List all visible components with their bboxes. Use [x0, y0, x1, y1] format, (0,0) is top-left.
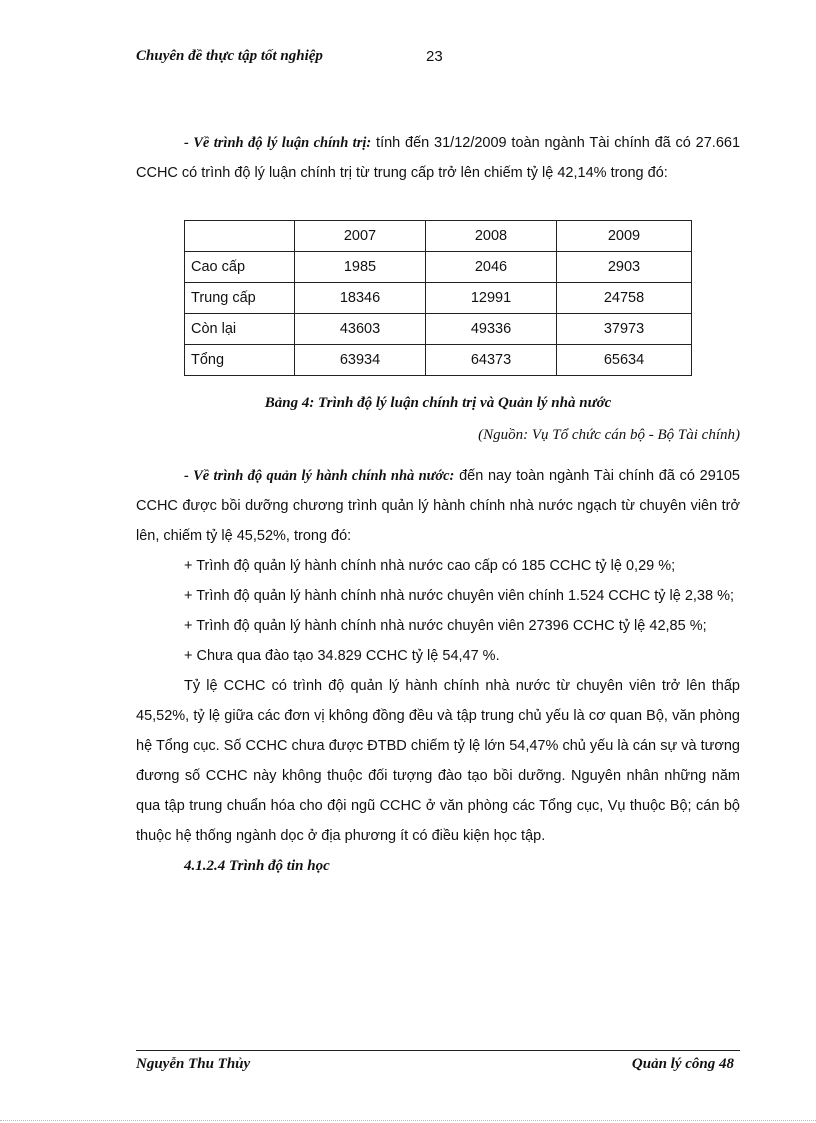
- table-header-cell: [185, 221, 295, 252]
- state-management-lead: - Về trình độ quản lý hành chính nhà nước:: [184, 468, 455, 484]
- list-item: + Chưa qua đào tạo 34.829 CCHC tỷ lệ 54,47 %.: [184, 648, 500, 664]
- page-bottom-border: [0, 1120, 816, 1121]
- political-theory-lead: - Về trình độ lý luận chính trị:: [184, 135, 372, 151]
- page-header: [136, 48, 736, 70]
- table-row: [185, 252, 692, 283]
- footer-divider: [136, 1050, 740, 1051]
- table-cell: Trung cấp: [185, 283, 295, 314]
- political-theory-text: tính đến 31/12/2009 toàn ngành Tài chính đã có 27.661 CCHC có trình độ lý luận chính trị từ trung cấp trở lên chiếm tỷ lệ 42,14% trong đó:: [136, 135, 741, 181]
- footer-course: Quản lý công 48: [631, 1056, 734, 1072]
- table-caption: Bảng 4: Trình độ lý luận chính trị và Quản lý nhà nước: [264, 395, 612, 411]
- list-item: + Trình độ quản lý hành chính nhà nước chuyên viên 27396 CCHC tỷ lệ 42,85 %;: [184, 618, 707, 634]
- table-header-row: [185, 221, 692, 252]
- state-management-paragraph: [136, 461, 740, 551]
- table-cell: 65634: [557, 345, 692, 376]
- table-cell: 63934: [295, 345, 426, 376]
- table-cell: 37973: [557, 314, 692, 345]
- political-theory-table: [184, 220, 692, 376]
- page-footer: [136, 1056, 740, 1078]
- table-cell: 49336: [426, 314, 557, 345]
- list-item: + Trình độ quản lý hành chính nhà nước cao cấp có 185 CCHC tỷ lệ 0,29 %;: [184, 558, 676, 574]
- table-row: [185, 345, 692, 376]
- political-theory-paragraph: [136, 128, 740, 188]
- section-state-management: [136, 461, 740, 881]
- table-source: (Nguồn: Vụ Tổ chức cán bộ - Bộ Tài chính): [478, 427, 740, 443]
- table-row: [185, 283, 692, 314]
- table-header-cell: 2008: [426, 221, 557, 252]
- table-cell: 2903: [557, 252, 692, 283]
- table-cell: 2046: [426, 252, 557, 283]
- page-number: 23: [426, 48, 443, 65]
- conclusion-paragraph: Tỷ lệ CCHC có trình độ quản lý hành chính nhà nước từ chuyên viên trở lên thấp 45,52%, tỷ lệ giữa các đơn vị không đồng đều và tập trung chủ yếu là cơ quan Bộ, văn phòng hệ Tổng cục. Số CCHC chưa được ĐTBD chiếm tỷ lệ lớn 54,47% chủ yếu là cán sự và tương đương số CCHC này không thuộc đối tượng đào tạo bồi dưỡng. Nguyên nhân những năm qua tập trung chuẩn hóa cho đội ngũ CCHC ở văn phòng các Tổng cục, Vụ thuộc Bộ; cán bộ thuộc hệ thống ngành dọc ở địa phương ít có điều kiện học tập.: [136, 678, 740, 844]
- header-title: Chuyên đề thực tập tốt nghiệp: [136, 48, 323, 64]
- table-cell: Còn lại: [185, 314, 295, 345]
- table-header-cell: 2009: [557, 221, 692, 252]
- table-cell: Cao cấp: [185, 252, 295, 283]
- table-cell: 64373: [426, 345, 557, 376]
- table-cell: 24758: [557, 283, 692, 314]
- list-item: + Trình độ quản lý hành chính nhà nước chuyên viên chính 1.524 CCHC tỷ lệ 2,38 %;: [184, 588, 735, 604]
- table-cell: 12991: [426, 283, 557, 314]
- section-political-theory: [136, 128, 740, 188]
- table-cell: Tổng: [185, 345, 295, 376]
- table-header-cell: 2007: [295, 221, 426, 252]
- table-cell: 18346: [295, 283, 426, 314]
- state-management-text: đến nay toàn ngành Tài chính đã có 29105 CCHC được bồi dưỡng chương trình quản lý hành chính nhà nước ngạch từ chuyên viên trở lên, chiếm tỷ lệ 45,52%, trong đó:: [136, 468, 740, 544]
- next-section-heading: 4.1.2.4 Trình độ tin học: [184, 858, 330, 874]
- footer-author: Nguyễn Thu Thủy: [136, 1056, 251, 1072]
- table-row: [185, 314, 692, 345]
- table-cell: 43603: [295, 314, 426, 345]
- table-cell: 1985: [295, 252, 426, 283]
